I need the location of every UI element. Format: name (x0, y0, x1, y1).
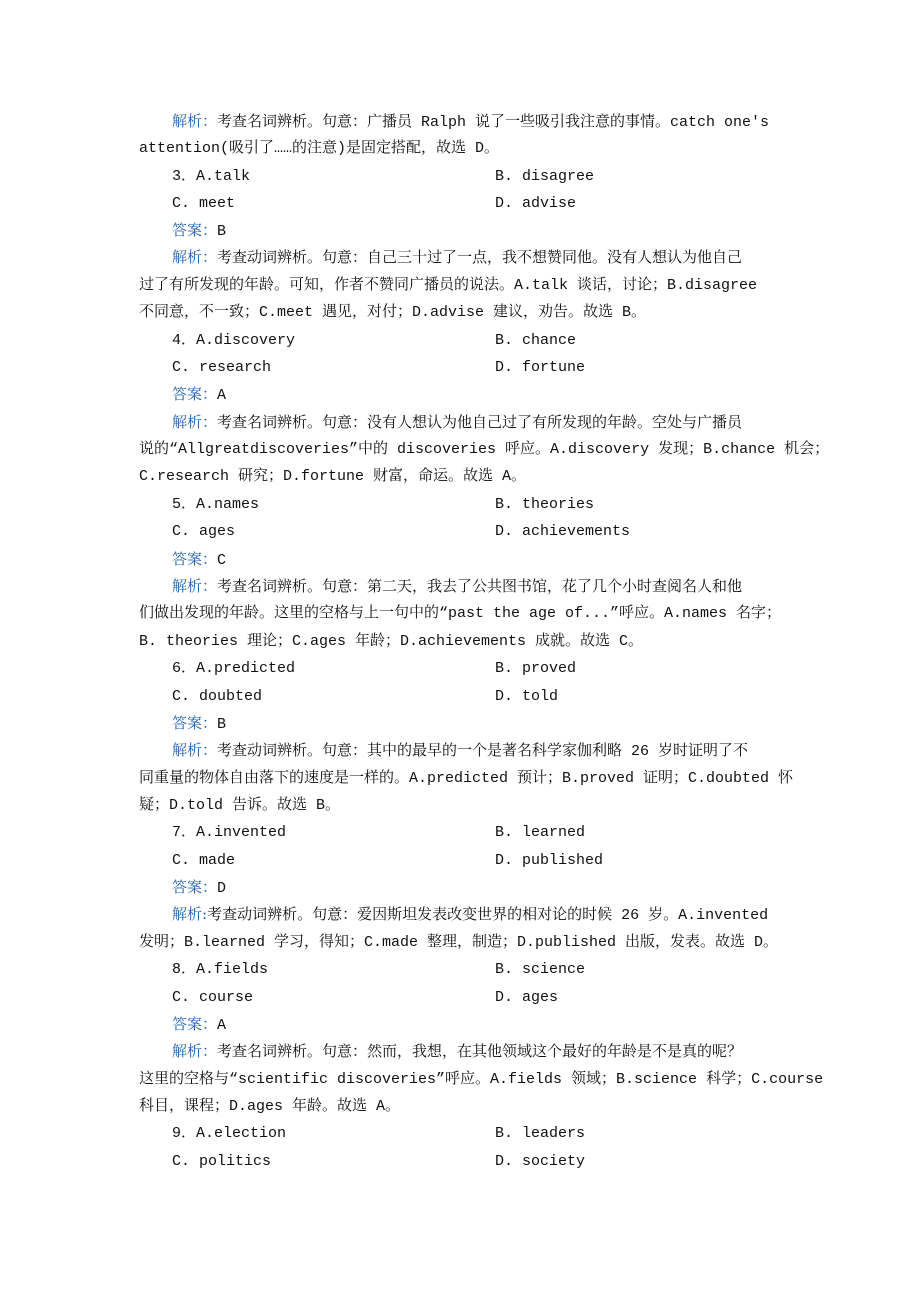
q4-analysis-line-2: 说的“Allgreatdiscoveries”中的 discoveries 呼应。A.discovery 发现；B.chance 机会； (139, 441, 830, 458)
q8-option-a: 8．A.fields (172, 961, 269, 978)
answer-label: 答案： (172, 714, 218, 732)
q4-analysis-line-3: C.research 研究；D.fortune 财富，命运。故选 A。 (139, 468, 527, 485)
q7-option-a: 7．A.invented (172, 824, 287, 841)
q3-option-b: B. disagree (495, 168, 595, 185)
q4-answer: 答案：A (172, 385, 227, 404)
q6-option-c: C. doubted (172, 688, 263, 705)
q3-option-a: 3．A.talk (172, 168, 251, 185)
q5-option-a: 5．A.names (172, 496, 260, 513)
q6-option-b: B. proved (495, 660, 577, 677)
intro-analysis-line-2: attention(吸引了……的注意)是固定搭配，故选 D。 (139, 140, 500, 157)
analysis-label: 解析： (172, 248, 218, 266)
q4-option-d: D. fortune (495, 359, 586, 376)
q9-option-c: C. politics (172, 1153, 272, 1170)
q6-analysis-line-2: 同重量的物体自由落下的速度是一样的。A.predicted 预计；B.proved 证明；C.doubted 怀 (139, 770, 794, 787)
analysis-label: 解析： (172, 741, 218, 759)
answer-label: 答案： (172, 221, 218, 239)
q6-option-d: D. told (495, 688, 559, 705)
q4-analysis-line-1: 解析：考查名词辨析。句意：没有人想认为他自己过了有所发现的年龄。空处与广播员 (172, 413, 743, 432)
q4-option-a: 4．A.discovery (172, 332, 296, 349)
answer-label: 答案： (172, 878, 218, 896)
q6-option-a: 6．A.predicted (172, 660, 296, 677)
q8-option-c: C. course (172, 989, 254, 1006)
q3-option-c: C. meet (172, 195, 236, 212)
analysis-label: 解析： (172, 112, 218, 130)
q7-option-d: D. published (495, 852, 604, 869)
answer-label: 答案： (172, 1015, 218, 1033)
q3-option-d: D. advise (495, 195, 577, 212)
q5-option-d: D. achievements (495, 523, 631, 540)
q7-analysis-line-2: 发明；B.learned 学习，得知；C.made 整理，制造；D.published 出版，发表。故选 D。 (139, 934, 779, 951)
q6-answer: 答案：B (172, 714, 227, 733)
q8-analysis-line-1: 解析：考查名词辨析。句意：然而，我想，在其他领域这个最好的年龄是不是真的呢？ (172, 1042, 743, 1061)
q9-option-a: 9．A.election (172, 1125, 287, 1142)
q9-option-b: B. leaders (495, 1125, 586, 1142)
q8-answer: 答案：A (172, 1015, 227, 1034)
q6-analysis-line-1: 解析：考查动词辨析。句意：其中的最早的一个是著名科学家伽利略 26 岁时证明了不 (172, 741, 749, 760)
q8-option-b: B. science (495, 961, 586, 978)
q7-analysis-line-1: 解析:考查动词辨析。句意：爱因斯坦发表改变世界的相对论的时候 26 岁。A.invented (172, 905, 769, 924)
q3-analysis-line-3: 不同意，不一致；C.meet 遇见，对付；D.advise 建议，劝告。故选 B。 (139, 304, 647, 321)
q5-answer: 答案：C (172, 550, 227, 569)
q5-analysis-line-1: 解析：考查名词辨析。句意：第二天，我去了公共图书馆，花了几个小时查阅名人和他 (172, 577, 743, 596)
q9-option-d: D. society (495, 1153, 586, 1170)
q4-option-b: B. chance (495, 332, 577, 349)
q5-option-c: C. ages (172, 523, 236, 540)
q4-option-c: C. research (172, 359, 272, 376)
q5-analysis-line-2: 们做出发现的年龄。这里的空格与上一句中的“past the age of...”呼应。A.names 名字； (139, 605, 782, 622)
q5-analysis-line-3: B. theories 理论；C.ages 年龄；D.achievements 成就。故选 C。 (139, 633, 644, 650)
q3-answer: 答案：B (172, 221, 227, 240)
q8-option-d: D. ages (495, 989, 559, 1006)
analysis-label: 解析: (172, 905, 208, 923)
answer-label: 答案： (172, 385, 218, 403)
q5-option-b: B. theories (495, 496, 595, 513)
q3-analysis-line-1: 解析：考查动词辨析。句意：自己三十过了一点，我不想赞同他。没有人想认为他自己 (172, 248, 743, 267)
q3-analysis-line-2: 过了有所发现的年龄。可知，作者不赞同广播员的说法。A.talk 谈话，讨论；B.disagree (139, 277, 758, 294)
q7-option-b: B. learned (495, 824, 586, 841)
analysis-label: 解析： (172, 413, 218, 431)
q7-answer: 答案：D (172, 878, 227, 897)
intro-analysis-line-1: 解析：考查名词辨析。句意：广播员 Ralph 说了一些吸引我注意的事情。catch one's (172, 112, 770, 131)
analysis-label: 解析： (172, 577, 218, 595)
q6-analysis-line-3: 疑；D.told 告诉。故选 B。 (139, 797, 341, 814)
q8-analysis-line-3: 科目，课程；D.ages 年龄。故选 A。 (139, 1098, 401, 1115)
q8-analysis-line-2: 这里的空格与“scientific discoveries”呼应。A.fields 领域；B.science 科学；C.course (139, 1071, 824, 1088)
analysis-label: 解析： (172, 1042, 218, 1060)
q7-option-c: C. made (172, 852, 236, 869)
answer-label: 答案： (172, 550, 218, 568)
